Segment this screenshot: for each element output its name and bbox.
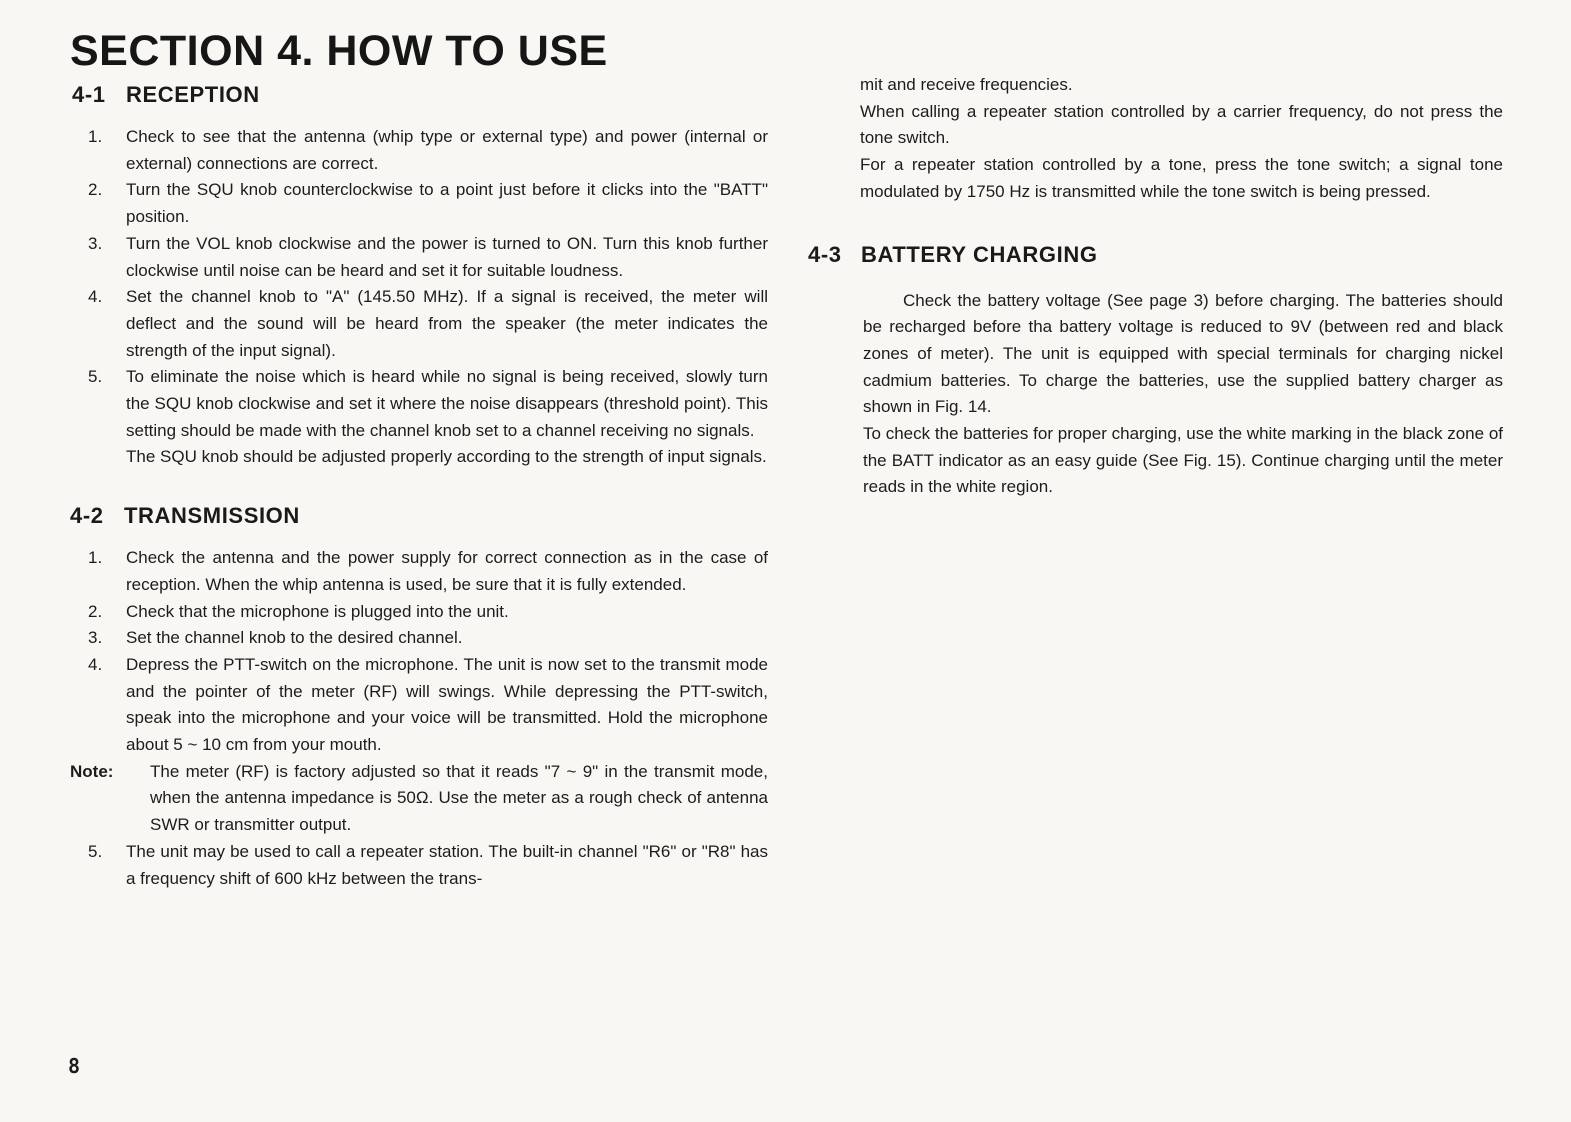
list-item: 1. Check to see that the antenna (whip type or external type) and power (internal or external) connections are correct. (88, 127, 768, 173)
left-column (70, 26, 768, 892)
right-column (808, 72, 1503, 501)
transmission-heading (70, 501, 768, 531)
page-number: 8 (68, 1054, 81, 1078)
item-text-continued: The SQU knob should be adjusted properly according to the strength of input signals. (126, 447, 767, 467)
battery-title: BATTERY CHARGING (861, 241, 1098, 267)
battery-paragraph: Check the battery voltage (See page 3) before charging. The batteries should be recharged before tha battery voltage is reduced to 9V (between red and black zones of meter). The unit is equipped with special terminals for charging nickel cadmium batteries. To charge the batteries, use the supplied battery charger as shown in Fig. 14. (863, 290, 1503, 417)
reception-heading (72, 80, 768, 110)
item-text: To eliminate the noise which is heard while no signal is being received, slowly turn the SQU knob clockwise and set it where the noise disappears (threshold point). This setting should be made with the channel knob set to a channel receiving no signals. (126, 367, 768, 440)
transmission-title: TRANSMISSION (124, 503, 300, 529)
section-title: SECTION 4. HOW TO USE (70, 27, 608, 75)
list-item: 1. Check the antenna and the power supply for correct connection as in the case of reception. When the whip antenna is used, be sure that it is fully extended. (88, 548, 768, 594)
note (70, 759, 768, 839)
note-label: Note: (70, 761, 114, 781)
list-item: 5. The unit may be used to call a repeater station. The built-in channel "R6" or "R8" has a frequency shift of 600 kHz between the trans- (88, 841, 768, 888)
list-item: 3. Set the channel knob to the desired channel. (88, 628, 463, 648)
reception-title: RECEPTION (126, 82, 260, 107)
list-item: 2. Turn the SQU knob counterclockwise to a point just before it clicks into the "BATT" position. (88, 180, 768, 227)
list-item: 2. Check that the microphone is plugged into the unit. (88, 601, 509, 621)
transmission-number: 4-2 (70, 503, 104, 529)
battery-heading (808, 240, 1503, 270)
list-item: 4. Set the channel knob to "A" (145.50 MHz). If a signal is received, the meter will deflect and the sound will be heard from the speaker (the meter indicates the strength of the input signal). (88, 287, 768, 360)
list-item: 3. Turn the VOL knob clockwise and the power is turned to ON. Turn this knob further clockwise until noise can be heard and set it for suitable loudness. (88, 233, 768, 280)
battery-paragraph: To check the batteries for proper charging, use the white marking in the black zone of the BATT indicator as an easy guide (See Fig. 15). Continue charging until the meter reads in the white region. (863, 424, 1503, 497)
reception-list (70, 124, 768, 471)
transmission-list (70, 545, 768, 892)
continuation-paragraph: When calling a repeater station controlled by a carrier frequency, do not press the tone switch. (860, 101, 1503, 148)
battery-number: 4-3 (808, 241, 842, 267)
note-text: The meter (RF) is factory adjusted so that it reads "7 ~ 9" in the transmit mode, when the antenna impedance is 50Ω. Use the meter as a rough check of antenna SWR or transmitter output. (150, 761, 768, 835)
list-item: 4. Depress the PTT-switch on the microphone. The unit is now set to the transmit mode and the pointer of the meter (RF) will swings. While depressing the PTT-switch, speak into the microphone and your voice will be transmitted. Hold the microphone about 5 ~ 10 cm from your mouth. (88, 654, 768, 755)
reception-number: 4-1 (72, 82, 106, 107)
list-item: 5. To eliminate the noise which is heard while no signal is being received, slowly turn the SQU knob clockwise and set it where the noise disappears (threshold point). This setting should be made with the channel knob set to a channel receiving no signals. The SQU knob should be adjusted properly according to the strength of input signals. (70, 364, 768, 471)
continuation-paragraph: For a repeater station controlled by a tone, press the tone switch; a signal tone modulated by 1750 Hz is transmitted while the tone switch is being pressed. (860, 155, 1503, 201)
continuation-line: mit and receive frequencies. (860, 75, 1073, 94)
